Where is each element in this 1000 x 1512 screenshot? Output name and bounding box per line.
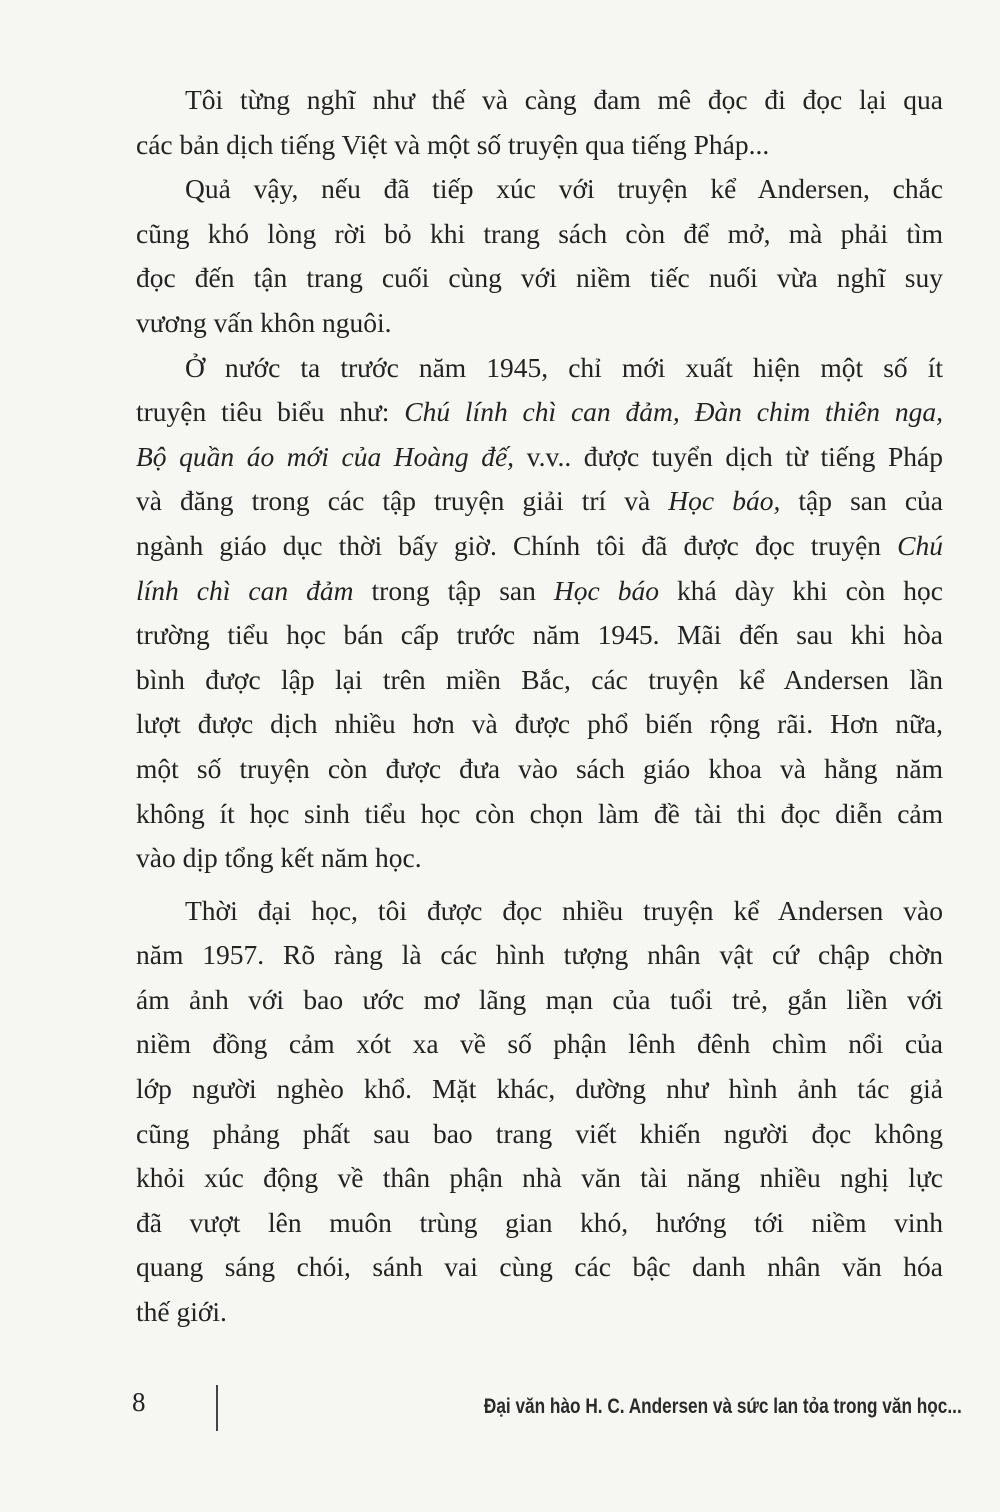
text-line <box>136 479 943 524</box>
text-line <box>136 524 943 569</box>
text-segment: Ở nước ta trước năm 1945, chỉ mới xuất hiện một số ít <box>185 351 943 383</box>
running-title: Đại văn hào H. C. Andersen và sức lan tỏa trong văn học... <box>484 1395 962 1418</box>
text-segment: lớp người nghèo khổ. Mặt khác, dường như hình ảnh tác giả <box>136 1073 943 1105</box>
text-segment: một số truyện còn được đưa vào sách giáo khoa và hằng năm <box>136 752 943 784</box>
text-segment: trong tập san <box>353 574 554 606</box>
text-segment: và đăng trong các tập truyện giải trí và <box>136 485 669 517</box>
text-line <box>136 836 943 881</box>
text-segment: không ít học sinh tiểu học còn chọn làm đề tài thi đọc diễn cảm <box>136 797 943 829</box>
text-segment: thế giới. <box>136 1296 227 1328</box>
text-segment: v.v.. được tuyển dịch từ tiếng Pháp <box>514 440 943 472</box>
text-segment: năm 1957. Rõ ràng là các hình tượng nhân vật cứ chập chờn <box>136 939 943 971</box>
text-line <box>136 256 943 301</box>
page-footer <box>0 1385 1000 1435</box>
text-segment: Quả vậy, nếu đã tiếp xúc với truyện kể Andersen, chắc <box>185 173 943 205</box>
paragraph <box>136 78 943 167</box>
text-line <box>136 212 943 257</box>
text-segment: lượt được dịch nhiều hơn và được phổ biến rộng rãi. Hơn nữa, <box>136 708 943 740</box>
text-line <box>136 613 943 658</box>
text-line <box>136 346 943 391</box>
text-segment: vào dịp tổng kết năm học. <box>136 842 422 874</box>
text-line <box>136 889 943 934</box>
text-line <box>136 123 943 168</box>
italic-title-text: Học báo, <box>668 485 781 517</box>
text-line <box>136 1290 943 1335</box>
text-segment: bình được lập lại trên miền Bắc, các truyện kể Andersen lần <box>136 663 943 695</box>
text-line <box>136 1067 943 1112</box>
italic-title-text: lính chì can đảm <box>136 574 354 606</box>
text-line <box>136 933 943 978</box>
text-line <box>136 569 943 614</box>
text-line <box>136 301 943 346</box>
text-segment: cũng phảng phất sau bao trang viết khiến người đọc không <box>136 1117 943 1149</box>
text-line <box>136 390 943 435</box>
text-line <box>136 978 943 1023</box>
text-line <box>136 1156 943 1201</box>
body-text <box>136 78 943 1335</box>
text-line <box>136 167 943 212</box>
text-segment: trường tiểu học bán cấp trước năm 1945. Mãi đến sau khi hòa <box>136 619 943 651</box>
text-segment: ngành giáo dục thời bấy giờ. Chính tôi đã được đọc truyện <box>136 529 898 561</box>
text-line <box>136 747 943 792</box>
text-line <box>136 1245 943 1290</box>
text-segment: đã vượt lên muôn trùng gian khó, hướng tới niềm vinh <box>136 1206 943 1238</box>
text-line <box>136 1022 943 1067</box>
text-line <box>136 78 943 123</box>
text-segment: vương vấn khôn nguôi. <box>136 306 392 338</box>
text-segment: các bản dịch tiếng Việt và một số truyện qua tiếng Pháp... <box>136 128 770 160</box>
italic-title-text: Chú <box>897 529 943 561</box>
text-segment: tập san của <box>780 485 943 517</box>
text-segment: ám ảnh với bao ước mơ lãng mạn của tuổi trẻ, gắn liền với <box>136 983 943 1015</box>
text-line <box>136 435 943 480</box>
text-segment: quang sáng chói, sánh vai cùng các bậc danh nhân văn hóa <box>136 1251 943 1283</box>
footer-divider <box>216 1385 218 1431</box>
text-segment: Tôi từng nghĩ như thế và càng đam mê đọc đi đọc lại qua <box>185 84 943 115</box>
paragraph <box>136 346 943 881</box>
paragraph <box>136 167 943 345</box>
text-line <box>136 792 943 837</box>
text-segment: khỏi xúc động về thân phận nhà văn tài năng nhiều nghị lực <box>136 1162 943 1194</box>
page-number: 8 <box>132 1387 146 1417</box>
italic-title-text: Học báo <box>553 574 659 606</box>
text-line <box>136 1112 943 1157</box>
italic-title-text: Chú lính chì can đảm, Đàn chim thiên nga, <box>404 396 943 428</box>
text-line <box>136 1201 943 1246</box>
paragraph <box>136 889 943 1335</box>
text-line <box>136 702 943 747</box>
text-line <box>136 658 943 703</box>
text-segment: đọc đến tận trang cuối cùng với niềm tiếc nuối vừa nghĩ suy <box>136 262 943 294</box>
text-segment: Thời đại học, tôi được đọc nhiều truyện kể Andersen vào <box>185 894 943 926</box>
text-segment: niềm đồng cảm xót xa về số phận lênh đênh chìm nổi của <box>136 1028 943 1060</box>
text-segment: khá dày khi còn học <box>658 574 944 606</box>
text-segment: truyện tiêu biểu như: <box>136 396 405 428</box>
italic-title-text: Bộ quần áo mới của Hoàng đế, <box>136 440 515 472</box>
text-segment: cũng khó lòng rời bỏ khi trang sách còn để mở, mà phải tìm <box>136 217 943 249</box>
